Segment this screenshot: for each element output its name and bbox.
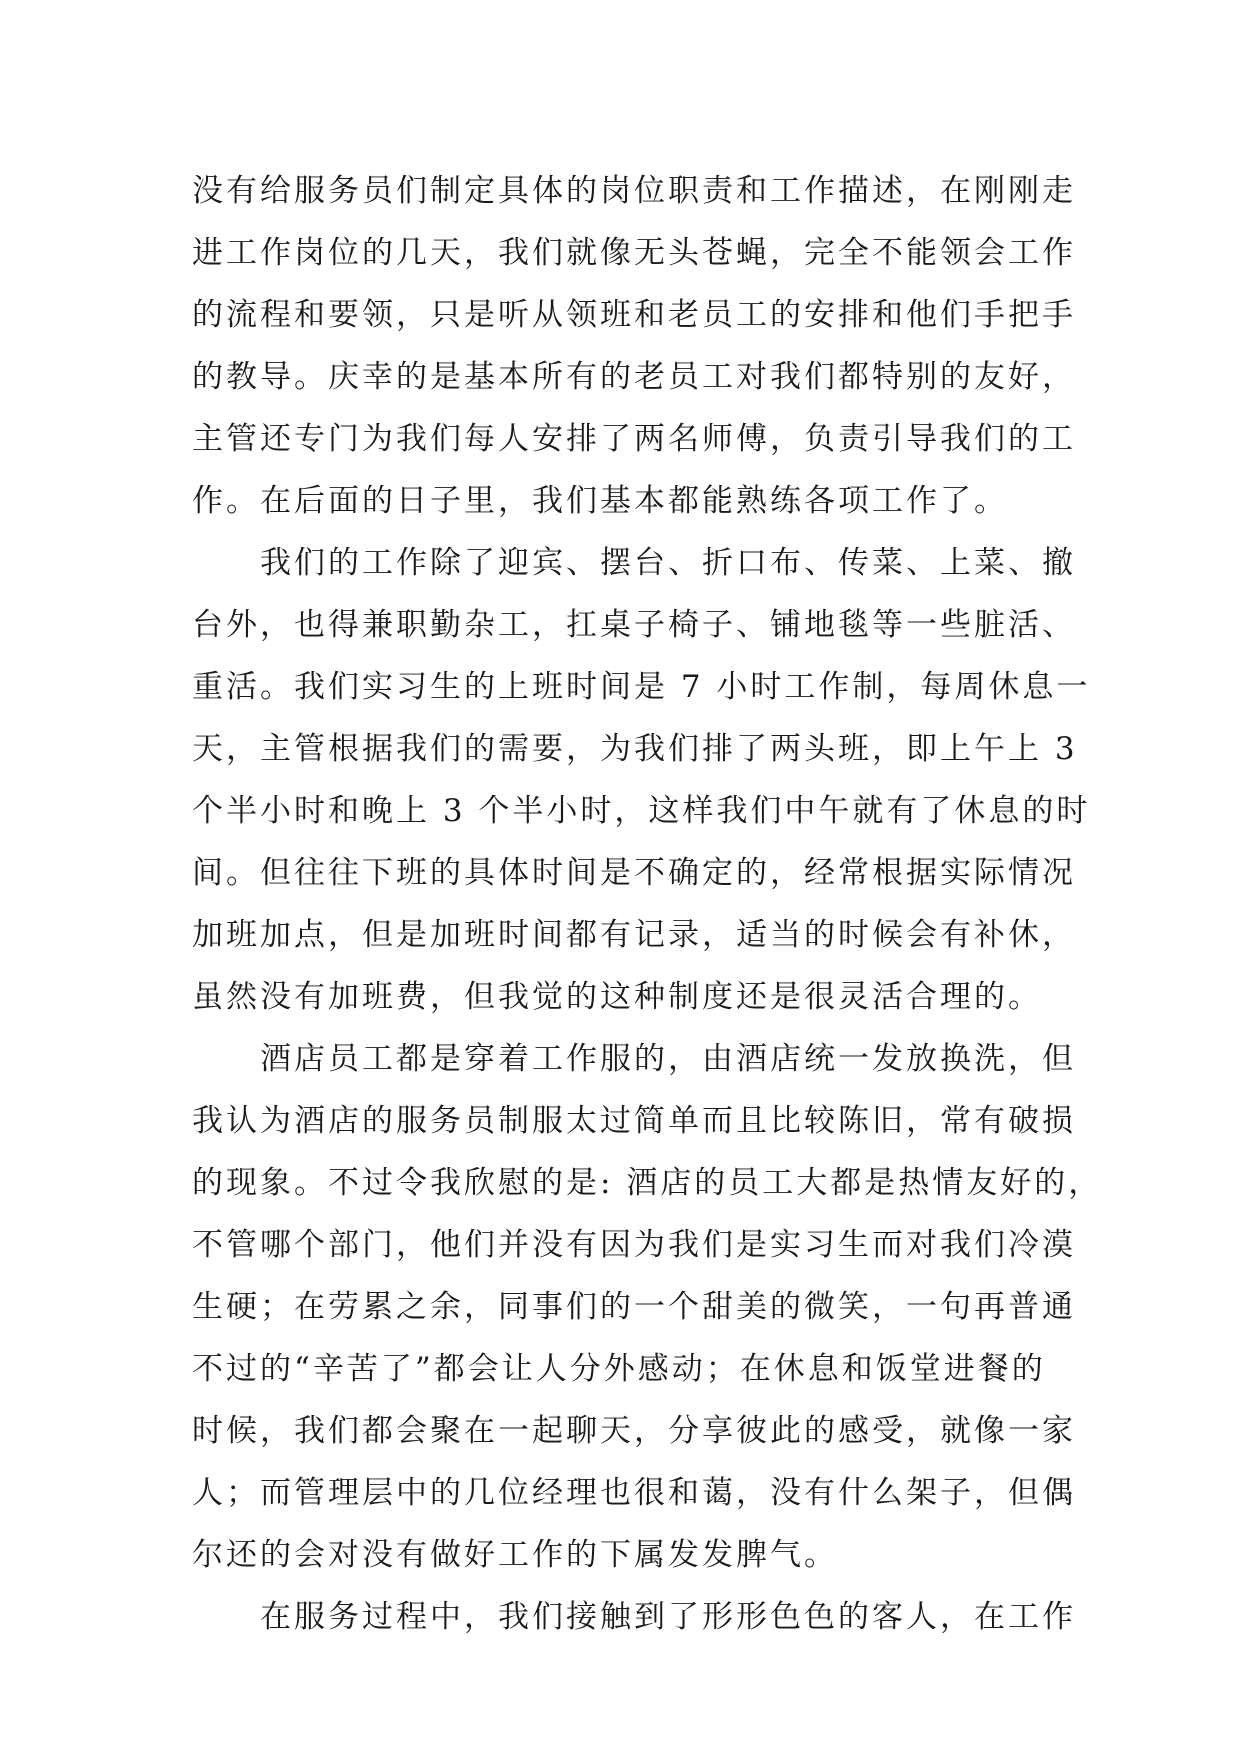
- text-line: 没有给服务员们制定具体的岗位职责和工作描述，在刚刚走: [192, 173, 1076, 209]
- text-line: 作。在后面的日子里，我们基本都能熟练各项工作了。: [192, 483, 1008, 519]
- text-line: 时候，我们都会聚在一起聊天，分享彼此的感受，就像一家: [192, 1413, 1076, 1449]
- text-line: 重活。我们实习生的上班时间是 7 小时工作制，每周休息一: [192, 669, 1091, 705]
- text-line: 不过的“辛苦了”都会让人分外感动；在休息和饭堂进餐的: [192, 1351, 1046, 1387]
- text-line: 不管哪个部门，他们并没有因为我们是实习生而对我们冷漠: [192, 1227, 1076, 1263]
- text-line: 尔还的会对没有做好工作的下属发发脾气。: [192, 1537, 838, 1573]
- text-line: 在服务过程中，我们接触到了形形色色的客人，在工作: [192, 1599, 1076, 1635]
- text-line: 我们的工作除了迎宾、摆台、折口布、传菜、上菜、撤: [192, 545, 1076, 581]
- text-line: 加班加点，但是加班时间都有记录，适当的时候会有补休，: [192, 917, 1076, 953]
- text-line: 的教导。庆幸的是基本所有的老员工对我们都特别的友好，: [192, 359, 1076, 395]
- text-line: 人；而管理层中的几位经理也很和蔼，没有什么架子，但偶: [192, 1475, 1076, 1511]
- body-text: [192, 160, 1103, 1648]
- text-line: 台外，也得兼职勤杂工，扛桌子椅子、铺地毯等一些脏活、: [192, 607, 1076, 643]
- text-line: 主管还专门为我们每人安排了两名师傅，负责引导我们的工: [192, 421, 1076, 457]
- text-line: 我认为酒店的服务员制服太过简单而且比较陈旧，常有破损: [192, 1103, 1076, 1139]
- text-line: 生硬；在劳累之余，同事们的一个甜美的微笑，一句再普通: [192, 1289, 1076, 1325]
- text-line: 虽然没有加班费，但我觉的这种制度还是很灵活合理的。: [192, 979, 1042, 1015]
- text-line: 的流程和要领，只是听从领班和老员工的安排和他们手把手: [192, 297, 1076, 333]
- text-line: 酒店员工都是穿着工作服的，由酒店统一发放换洗，但: [192, 1041, 1076, 1077]
- text-line: 间。但往往下班的具体时间是不确定的，经常根据实际情况: [192, 855, 1076, 891]
- text-line: 个半小时和晚上 3 个半小时，这样我们中午就有了休息的时: [192, 793, 1091, 829]
- text-line: 的现象。不过令我欣慰的是: 酒店的员工大都是热情友好的，: [192, 1165, 1103, 1201]
- text-line: 进工作岗位的几天，我们就像无头苍蝇，完全不能领会工作: [192, 235, 1076, 271]
- text-line: 天，主管根据我们的需要，为我们排了两头班，即上午上 3: [192, 731, 1078, 767]
